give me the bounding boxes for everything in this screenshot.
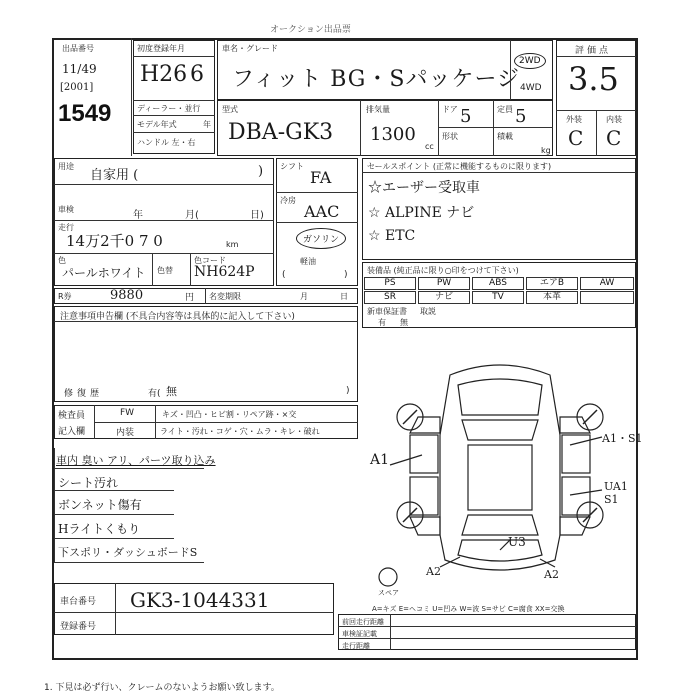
load-label: 積載: [497, 132, 513, 141]
inspection-month: 月(: [185, 210, 199, 221]
color-label: 色: [58, 256, 66, 265]
lot-handwritten-1: 11/49: [62, 62, 97, 76]
recycle-value: 9880: [110, 288, 144, 303]
repair-label: 修復歴: [64, 389, 104, 399]
interior-label: 内装: [606, 115, 622, 124]
mileage-unit: km: [226, 240, 239, 249]
fw-label: FW: [120, 408, 135, 418]
entry-label: 記入欄: [58, 427, 86, 437]
new-yes: 有: [378, 318, 386, 327]
model-year-label: モデル年式: [137, 120, 177, 129]
seats-label: 定員: [497, 105, 513, 114]
score-value: 3.5: [568, 60, 619, 98]
equip-aw: AW: [580, 277, 634, 290]
equip-empty: [580, 291, 634, 304]
transfer-day: 日: [340, 292, 348, 301]
first-reg-month: 6: [190, 62, 204, 87]
inspection-day: 日): [250, 210, 264, 221]
fuel-paren-open: (: [282, 270, 286, 280]
shift-label: シフト: [280, 162, 304, 171]
fw-options: キズ・凹凸・ヒビ割・リペア跡・×交: [162, 410, 297, 419]
legend-items: A=キズ E=ヘコミ U=凹み W=波 S=サビ C=腐食 XX=交換: [372, 605, 565, 613]
remark-1: 車内 臭い アリ、パーツ取り込み: [56, 454, 216, 467]
shape-label: 形状: [442, 132, 458, 141]
equipment-title: 装備品 (純正品に限り○印をつけて下さい): [367, 266, 519, 275]
drive-2wd: 2WD: [514, 53, 546, 69]
shift-value: FA: [310, 168, 332, 187]
equip-tv: TV: [472, 291, 524, 304]
displacement-value: 1300: [370, 124, 416, 145]
usage-value: 自家用 (: [90, 168, 139, 183]
interior-table-label: 内装: [116, 428, 135, 438]
spare-label: スペア: [378, 589, 399, 597]
equip-airbag: エアB: [526, 277, 578, 290]
handle-label: ハンドル 左・右: [137, 138, 196, 147]
fuel-paren-close: ): [344, 270, 348, 280]
legend-row3: 走行距離: [342, 642, 370, 650]
exterior-value: C: [568, 126, 584, 150]
manual-label: 取説: [420, 307, 436, 316]
recycle-label: R券: [58, 292, 72, 301]
color-value: パールホワイト: [62, 266, 146, 280]
sales-points-title: セールスポイント (正常に機能するものに限ります): [367, 162, 552, 171]
lot-label: 出品番号: [62, 44, 94, 53]
legend-row2: 車検証記載: [342, 630, 377, 638]
equip-sr: SR: [364, 291, 416, 304]
fuel-value: ガソリン: [296, 228, 346, 249]
recycle-unit: 円: [185, 293, 195, 303]
sales-point-2: ☆ ALPINE ナビ: [368, 205, 475, 221]
mark-a2-rear-right: A2: [544, 568, 559, 581]
mark-a1s1-right: A1・S1: [602, 432, 643, 445]
equip-ps: PS: [364, 277, 416, 290]
recycle-row: [54, 288, 358, 304]
usage-label: 用途: [58, 162, 74, 171]
dealer-label: ディーラー・並行: [137, 104, 201, 113]
notes-title: 注意事項申告欄 (不具合内容等は具体的に記入して下さい): [60, 312, 295, 322]
fuel-note: 軽油: [300, 257, 316, 266]
model-label: 型式: [222, 105, 238, 114]
car-name-label: 車名・グレード: [222, 44, 278, 53]
sales-point-3: ☆ ETC: [368, 228, 416, 244]
usage-close: ): [258, 164, 264, 179]
ac-label: 冷房: [280, 196, 296, 205]
inspector-label: 検査員: [58, 411, 86, 421]
color-code-value: NH624P: [194, 264, 255, 280]
exterior-label: 外装: [566, 115, 582, 124]
transfer-month: 月: [300, 292, 308, 301]
ac-value: AAC: [304, 202, 340, 221]
equip-abs: ABS: [472, 277, 524, 290]
color-code-label: 色コード: [194, 256, 226, 265]
first-reg-label: 初度登録年月: [137, 44, 185, 53]
car-name-value: フィット BG・Sパッケージ: [232, 67, 521, 92]
car-damage-diagram: [370, 345, 630, 595]
displacement-unit: cc: [425, 142, 434, 151]
remark-2: シート汚れ: [58, 476, 119, 490]
frame-label: 車台番号: [60, 597, 97, 607]
displacement-label: 排気量: [366, 105, 390, 114]
remark-5: 下スポリ・ダッシュボードS: [58, 546, 198, 559]
reg-label: 登録番号: [60, 622, 97, 632]
mark-a2-rear-left: A2: [426, 565, 441, 578]
mark-u3-rear: U3: [508, 535, 526, 549]
mark-a1-left: A1: [370, 452, 390, 468]
doors-label: ドア: [442, 105, 458, 114]
repair-value: 有(: [148, 389, 161, 399]
transfer-label: 名変期限: [209, 292, 241, 301]
top-title: オークション出品票: [270, 25, 351, 35]
remark-4: Hライトくもり: [58, 522, 141, 536]
equip-pw: PW: [418, 277, 470, 290]
interior-options: ライト・汚れ・コゲ・穴・ムラ・キレ・破れ: [160, 427, 320, 436]
inspection-label: 車検: [58, 205, 74, 214]
legend-row1: 前回走行距離: [342, 618, 384, 626]
equip-leather: 本革: [526, 291, 578, 304]
remark-3: ボンネット傷有: [58, 498, 142, 512]
mileage-value: 14万2千0 7 0: [66, 232, 163, 250]
equip-navi: ナビ: [418, 291, 470, 304]
mileage-label: 走行: [58, 223, 74, 232]
new-no: 無: [400, 318, 408, 327]
model-year-unit: 年: [203, 120, 211, 129]
footer-note: 1. 下見は必ず行い、クレームのないようお願い致します。: [44, 683, 280, 693]
doors-value: 5: [460, 106, 472, 127]
repair-handwritten: 無: [166, 385, 177, 398]
interior-value: C: [606, 126, 622, 150]
frame-value: GK3-1044331: [130, 588, 270, 612]
lot-handwritten-2: [2001]: [60, 82, 94, 93]
drive-4wd: 4WD: [520, 83, 542, 93]
score-label: 評価点: [575, 46, 612, 56]
new-warranty-label: 新車保証書: [367, 307, 407, 316]
sales-point-1: ☆エーザー受取車: [368, 180, 480, 196]
model-value: DBA-GK3: [228, 120, 334, 145]
lot-number: 1549: [58, 100, 112, 127]
repair-close: ): [346, 386, 350, 396]
mark-ua1s1-right: UA1 S1: [604, 480, 628, 506]
load-unit: kg: [541, 146, 551, 155]
inspection-year: 年: [133, 210, 143, 221]
color-change-label: 色替: [157, 266, 173, 275]
seats-value: 5: [515, 106, 527, 127]
first-reg-year: H26: [140, 62, 188, 87]
